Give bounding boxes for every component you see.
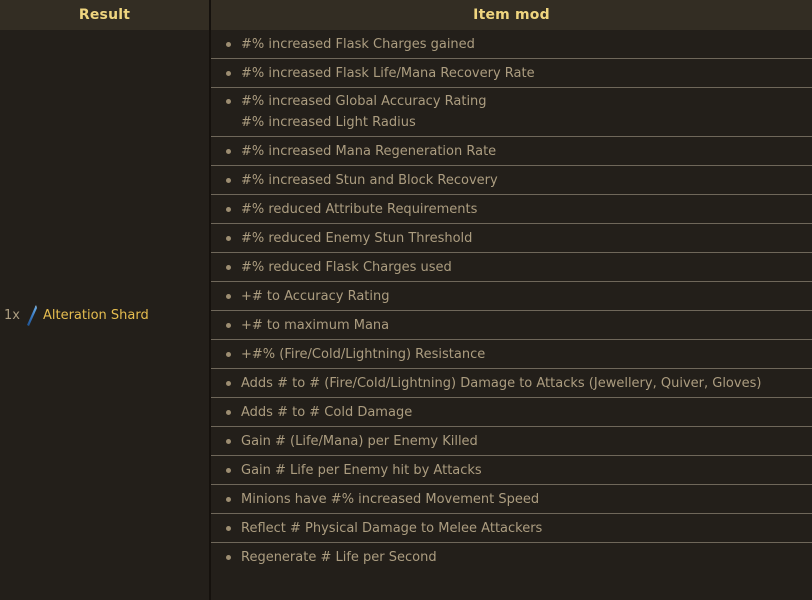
bullet-icon xyxy=(226,439,231,444)
mod-line xyxy=(211,286,812,307)
mod-text: +#% (Fire/Cold/Lightning) Resistance xyxy=(241,346,486,362)
mod-row xyxy=(211,514,812,543)
mod-line xyxy=(211,34,812,55)
mod-text: +# to maximum Mana xyxy=(241,317,390,333)
mod-row xyxy=(211,195,812,224)
bullet-icon xyxy=(226,294,231,299)
mod-line xyxy=(211,228,812,249)
mod-line xyxy=(211,489,812,510)
mod-text: #% increased Mana Regeneration Rate xyxy=(241,143,497,159)
bullet-icon xyxy=(226,410,231,415)
mod-row xyxy=(211,253,812,282)
mod-text: #% increased Light Radius xyxy=(241,115,416,130)
mod-text: +# to Accuracy Rating xyxy=(241,288,390,304)
bullet-icon xyxy=(226,468,231,473)
alteration-shard-link[interactable] xyxy=(25,304,149,327)
mod-text: Regenerate # Life per Second xyxy=(241,550,437,565)
mod-text: Gain # Life per Enemy hit by Attacks xyxy=(241,462,482,478)
bullet-icon xyxy=(226,352,231,357)
mod-text: #% increased Global Accuracy Rating xyxy=(241,94,487,109)
bullet-icon xyxy=(226,381,231,386)
mod-line xyxy=(211,91,812,112)
bullet-icon xyxy=(226,178,231,183)
mod-line xyxy=(211,315,812,336)
mod-text: Minions have #% increased Movement Speed xyxy=(241,491,540,507)
alteration-shard-label: Alteration Shard xyxy=(42,307,149,323)
mod-line xyxy=(211,112,812,133)
item-mod-column-header: Item mod xyxy=(211,0,812,30)
mod-text: #% increased Flask Charges gained xyxy=(241,36,475,52)
mod-text: #% increased Flask Life/Mana Recovery Rate xyxy=(241,65,535,81)
mod-list xyxy=(211,30,812,600)
bullet-icon xyxy=(226,149,231,154)
mod-row xyxy=(211,543,812,572)
mod-text: Gain # (Life/Mana) per Enemy Killed xyxy=(241,433,478,449)
result-quantity: 1x xyxy=(4,307,20,323)
bullet-icon xyxy=(226,42,231,47)
mod-text: #% increased Stun and Block Recovery xyxy=(241,172,498,188)
bullet-icon xyxy=(226,236,231,241)
mod-line xyxy=(211,402,812,423)
mod-row xyxy=(211,456,812,485)
mod-line xyxy=(211,431,812,452)
mod-line xyxy=(211,547,812,568)
mod-line xyxy=(211,141,812,162)
mod-row xyxy=(211,282,812,311)
mod-line xyxy=(211,170,812,191)
mod-row xyxy=(211,398,812,427)
mod-line xyxy=(211,199,812,220)
mod-line xyxy=(211,63,812,84)
bullet-icon xyxy=(226,323,231,328)
mod-text: Adds # to # Cold Damage xyxy=(241,404,413,420)
mod-text: Reflect # Physical Damage to Melee Attackers xyxy=(241,520,543,536)
bullet-icon xyxy=(226,99,231,104)
mod-row xyxy=(211,369,812,398)
mod-text: #% reduced Flask Charges used xyxy=(241,259,452,275)
bullet-icon xyxy=(226,555,231,560)
mod-row xyxy=(211,59,812,88)
mod-row xyxy=(211,137,812,166)
mod-line xyxy=(211,257,812,278)
bullet-icon xyxy=(226,207,231,212)
mod-row xyxy=(211,340,812,369)
mod-row xyxy=(211,224,812,253)
mod-row xyxy=(211,30,812,59)
mod-text: #% reduced Enemy Stun Threshold xyxy=(241,230,473,246)
result-entry xyxy=(4,304,149,327)
bullet-icon xyxy=(226,265,231,270)
mod-row xyxy=(211,88,812,137)
alteration-shard-icon xyxy=(25,304,38,327)
bullet-icon xyxy=(226,526,231,531)
bullet-icon xyxy=(226,120,231,125)
bullet-icon xyxy=(226,497,231,502)
mod-line xyxy=(211,518,812,539)
mod-text: Adds # to # (Fire/Cold/Lightning) Damage to Attacks (Jewellery, Quiver, Gloves) xyxy=(241,375,762,391)
bullet-icon xyxy=(226,71,231,76)
mod-row xyxy=(211,311,812,340)
mod-line xyxy=(211,460,812,481)
mod-text: #% reduced Attribute Requirements xyxy=(241,201,478,217)
mod-row xyxy=(211,166,812,195)
result-column-header: Result xyxy=(0,0,211,30)
result-cell xyxy=(0,30,211,600)
mod-row xyxy=(211,485,812,514)
mod-line xyxy=(211,373,812,394)
mod-row xyxy=(211,427,812,456)
mod-line xyxy=(211,344,812,365)
